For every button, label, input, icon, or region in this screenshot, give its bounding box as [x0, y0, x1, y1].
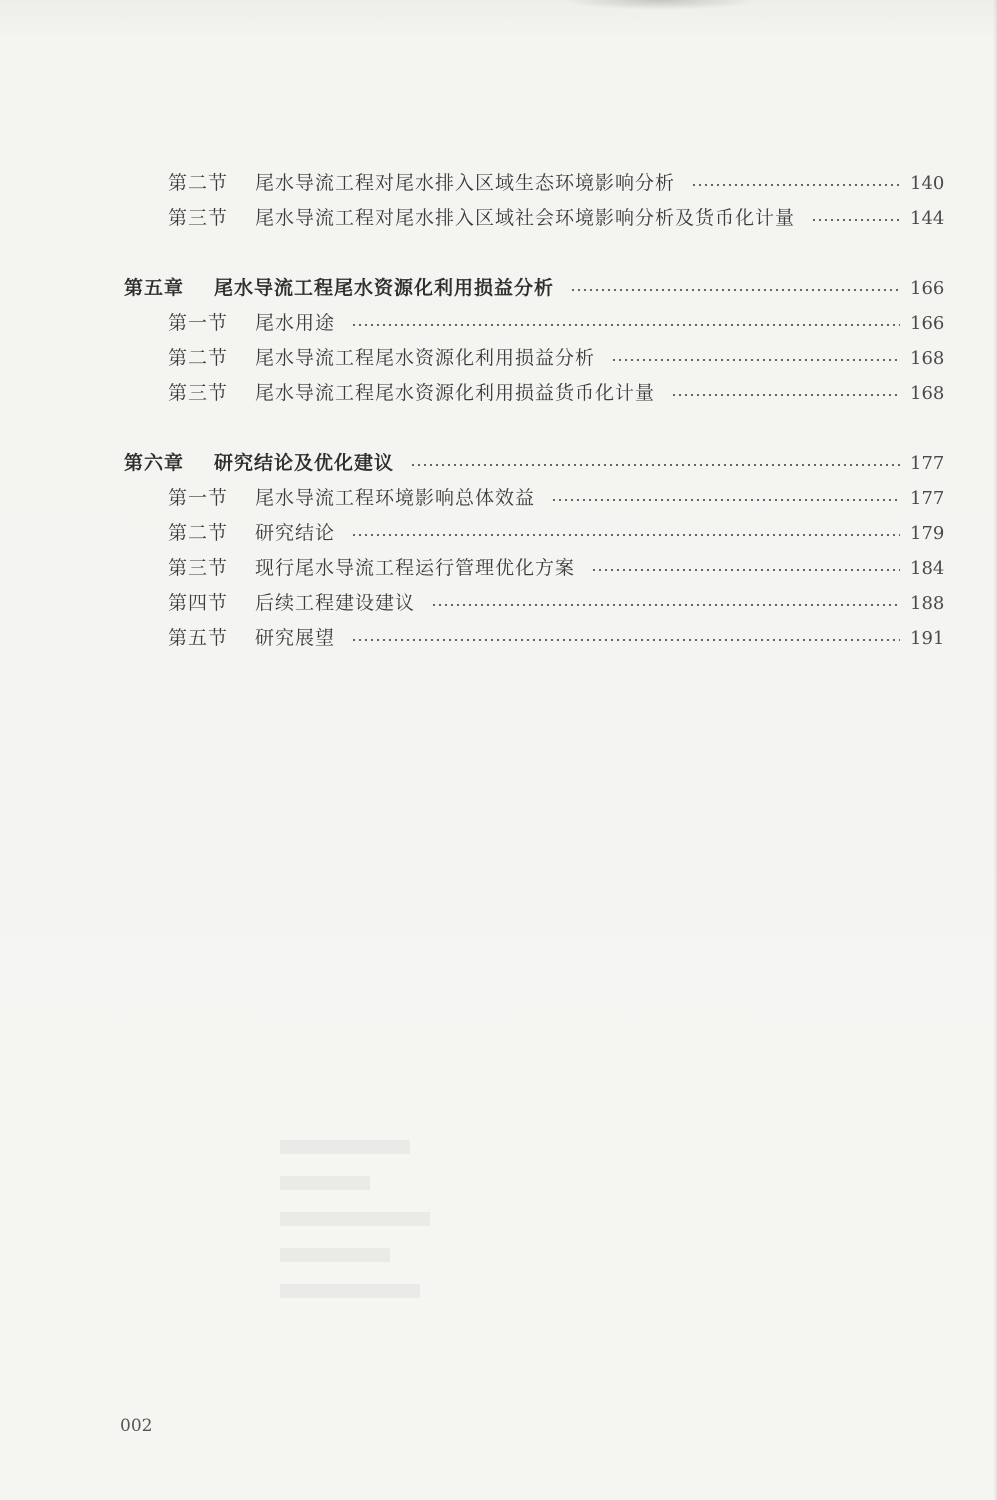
page-number: 188 — [910, 593, 945, 614]
dot-leader — [351, 639, 900, 641]
dot-leader — [351, 324, 900, 326]
dot-leader — [570, 289, 900, 291]
dot-leader — [691, 184, 900, 186]
toc-entry — [168, 588, 944, 618]
section-title: 尾水用途 — [255, 312, 336, 334]
dot-leader — [551, 499, 900, 501]
section-number: 第三节 — [168, 207, 229, 229]
page-folio: 002 — [120, 1416, 153, 1436]
section-number: 第二节 — [168, 522, 229, 544]
dot-leader — [611, 359, 900, 361]
section-title: 研究结论 — [255, 522, 336, 544]
show-through-text — [280, 1140, 480, 1380]
section-number: 第一节 — [168, 487, 229, 509]
section-title: 现行尾水导流工程运行管理优化方案 — [255, 557, 576, 579]
page-number: 177 — [910, 453, 945, 474]
dot-leader — [410, 464, 900, 466]
toc-entry — [168, 343, 944, 373]
toc-chapter-entry — [124, 448, 944, 478]
section-title: 研究展望 — [255, 627, 336, 649]
toc-entry — [168, 378, 944, 408]
dot-leader — [431, 604, 900, 606]
page-number: 179 — [910, 523, 945, 544]
binding-shadow — [560, 0, 760, 10]
dot-leader — [591, 569, 900, 571]
page-number: 166 — [910, 313, 945, 334]
section-number: 第二节 — [168, 347, 229, 369]
section-title: 尾水导流工程对尾水排入区域生态环境影响分析 — [255, 172, 676, 194]
section-title: 尾水导流工程对尾水排入区域社会环境影响分析及货币化计量 — [255, 207, 796, 229]
page-number: 168 — [910, 348, 945, 369]
toc-entry — [168, 203, 944, 233]
dot-leader — [351, 534, 900, 536]
page-number: 140 — [910, 173, 945, 194]
chapter-number: 第五章 — [124, 277, 185, 299]
chapter-title: 尾水导流工程尾水资源化利用损益分析 — [214, 277, 555, 299]
toc-entry — [168, 483, 944, 513]
section-title: 后续工程建设建议 — [255, 592, 416, 614]
section-number: 第五节 — [168, 627, 229, 649]
page-number: 168 — [910, 383, 945, 404]
toc-entry — [168, 623, 944, 653]
toc-entry — [168, 518, 944, 548]
page-number: 184 — [910, 558, 945, 579]
chapter-number: 第六章 — [124, 452, 185, 474]
dot-leader — [671, 394, 900, 396]
section-title: 尾水导流工程环境影响总体效益 — [255, 487, 536, 509]
toc-entry — [168, 168, 944, 198]
toc-chapter-entry — [124, 273, 944, 303]
section-number: 第三节 — [168, 557, 229, 579]
page-number: 177 — [910, 488, 945, 509]
page-number: 166 — [910, 278, 945, 299]
page-number: 144 — [910, 208, 945, 229]
toc-entry — [168, 553, 944, 583]
page-number: 191 — [910, 628, 945, 649]
section-title: 尾水导流工程尾水资源化利用损益货币化计量 — [255, 382, 656, 404]
section-number: 第三节 — [168, 382, 229, 404]
section-number: 第四节 — [168, 592, 229, 614]
dot-leader — [811, 219, 900, 221]
section-title: 尾水导流工程尾水资源化利用损益分析 — [255, 347, 596, 369]
chapter-title: 研究结论及优化建议 — [214, 452, 395, 474]
section-number: 第一节 — [168, 312, 229, 334]
page-edge — [993, 0, 997, 1500]
section-number: 第二节 — [168, 172, 229, 194]
toc-entry — [168, 308, 944, 338]
